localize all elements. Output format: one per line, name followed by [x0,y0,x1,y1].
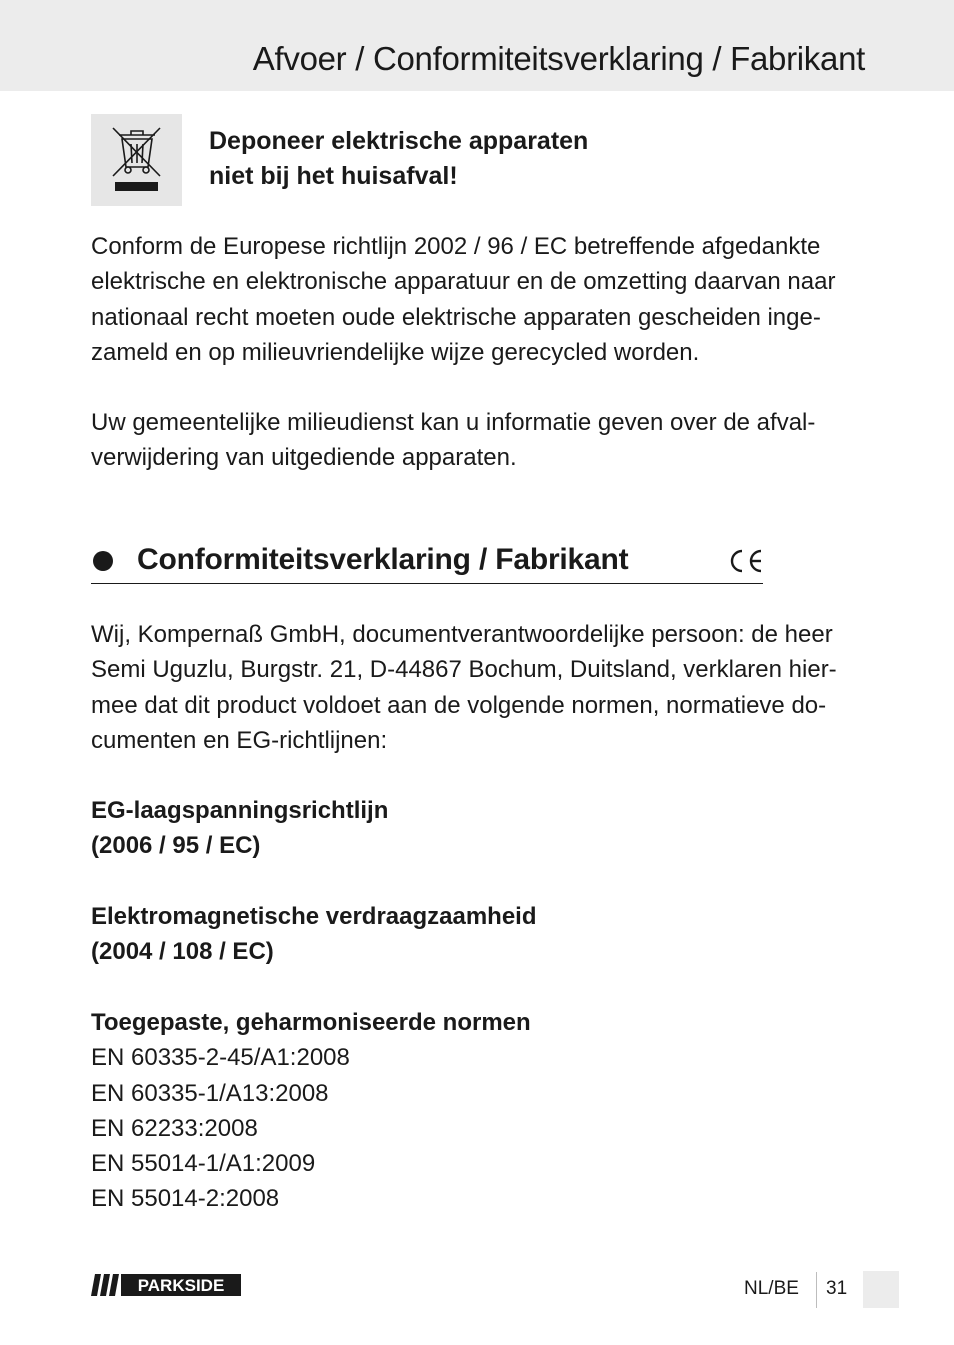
directive-number: (2004 / 108 / EC) [91,938,274,966]
logo-text: PARKSIDE [137,1276,225,1295]
section-heading-conformity [91,541,763,584]
footer-language: NL/BE [744,1278,799,1299]
text-line: Wij, Kompernaß GmbH, documentverantwoordelijke persoon: de heer [91,621,833,648]
text-line: cumenten en EG-richtlijnen: [91,726,388,754]
page-number: 31 [826,1278,848,1299]
disposal-warning [209,124,588,194]
declaration-paragraph [91,617,871,758]
bullet-icon [93,551,113,571]
text-line: nationaal recht moeten oude elektrische apparaten gescheiden inge- [91,303,821,331]
section-title: Conformiteitsverklaring / Fabrikant [137,543,629,576]
disposal-paragraph [91,229,871,370]
text-line: Conform de Europese richtlijn 2002 / 96 / EC betreffende afgedankte [91,233,821,260]
text-line: elektrische en elektronische apparatuur en de omzetting daarvan naar [91,268,836,296]
disposal-warning-line: Deponeer elektrische apparaten [209,127,589,155]
directive-name: EG-laagspanningsrichtlijn [91,797,389,824]
text-line: mee dat dit product voldoet aan de volgende normen, normatieve do- [91,691,827,719]
text-line: Uw gemeentelijke milieudienst kan u informatie geven over de afval- [91,409,816,436]
municipal-paragraph [91,405,871,476]
ce-mark-icon [727,548,765,574]
harmonised-standards [91,1005,871,1217]
standards-heading: Toegepaste, geharmoniseerde normen [91,1009,531,1036]
directive-name: Elektromagnetische verdraagzaamheid [91,903,537,930]
disposal-warning-line: niet bij het huisafval! [209,162,458,190]
text-line: zameld en op milieuvriendelijke wijze gerecycled worden. [91,338,700,366]
directive-low-voltage [91,793,871,864]
footer-divider [816,1272,817,1308]
parkside-logo [91,1274,241,1296]
text-line: Semi Uguzlu, Burgstr. 21, D-44867 Bochum, Duitsland, verklaren hier- [91,656,837,684]
weee-bin-icon [91,114,182,206]
page-title: Afvoer / Conformiteitsverklaring / Fabrikant [252,40,865,77]
standard-item: EN 60335-2-45/A1:2008 [91,1044,350,1072]
standard-item: EN 60335-1/A13:2008 [91,1079,329,1107]
standard-item: EN 55014-2:2008 [91,1185,280,1213]
directive-number: (2006 / 95 / EC) [91,832,261,860]
footer-tab-marker [863,1271,899,1308]
standard-item: EN 55014-1/A1:2009 [91,1150,316,1178]
standard-item: EN 62233:2008 [91,1114,258,1142]
text-line: verwijdering van uitgediende apparaten. [91,444,517,472]
directive-emc [91,899,871,970]
